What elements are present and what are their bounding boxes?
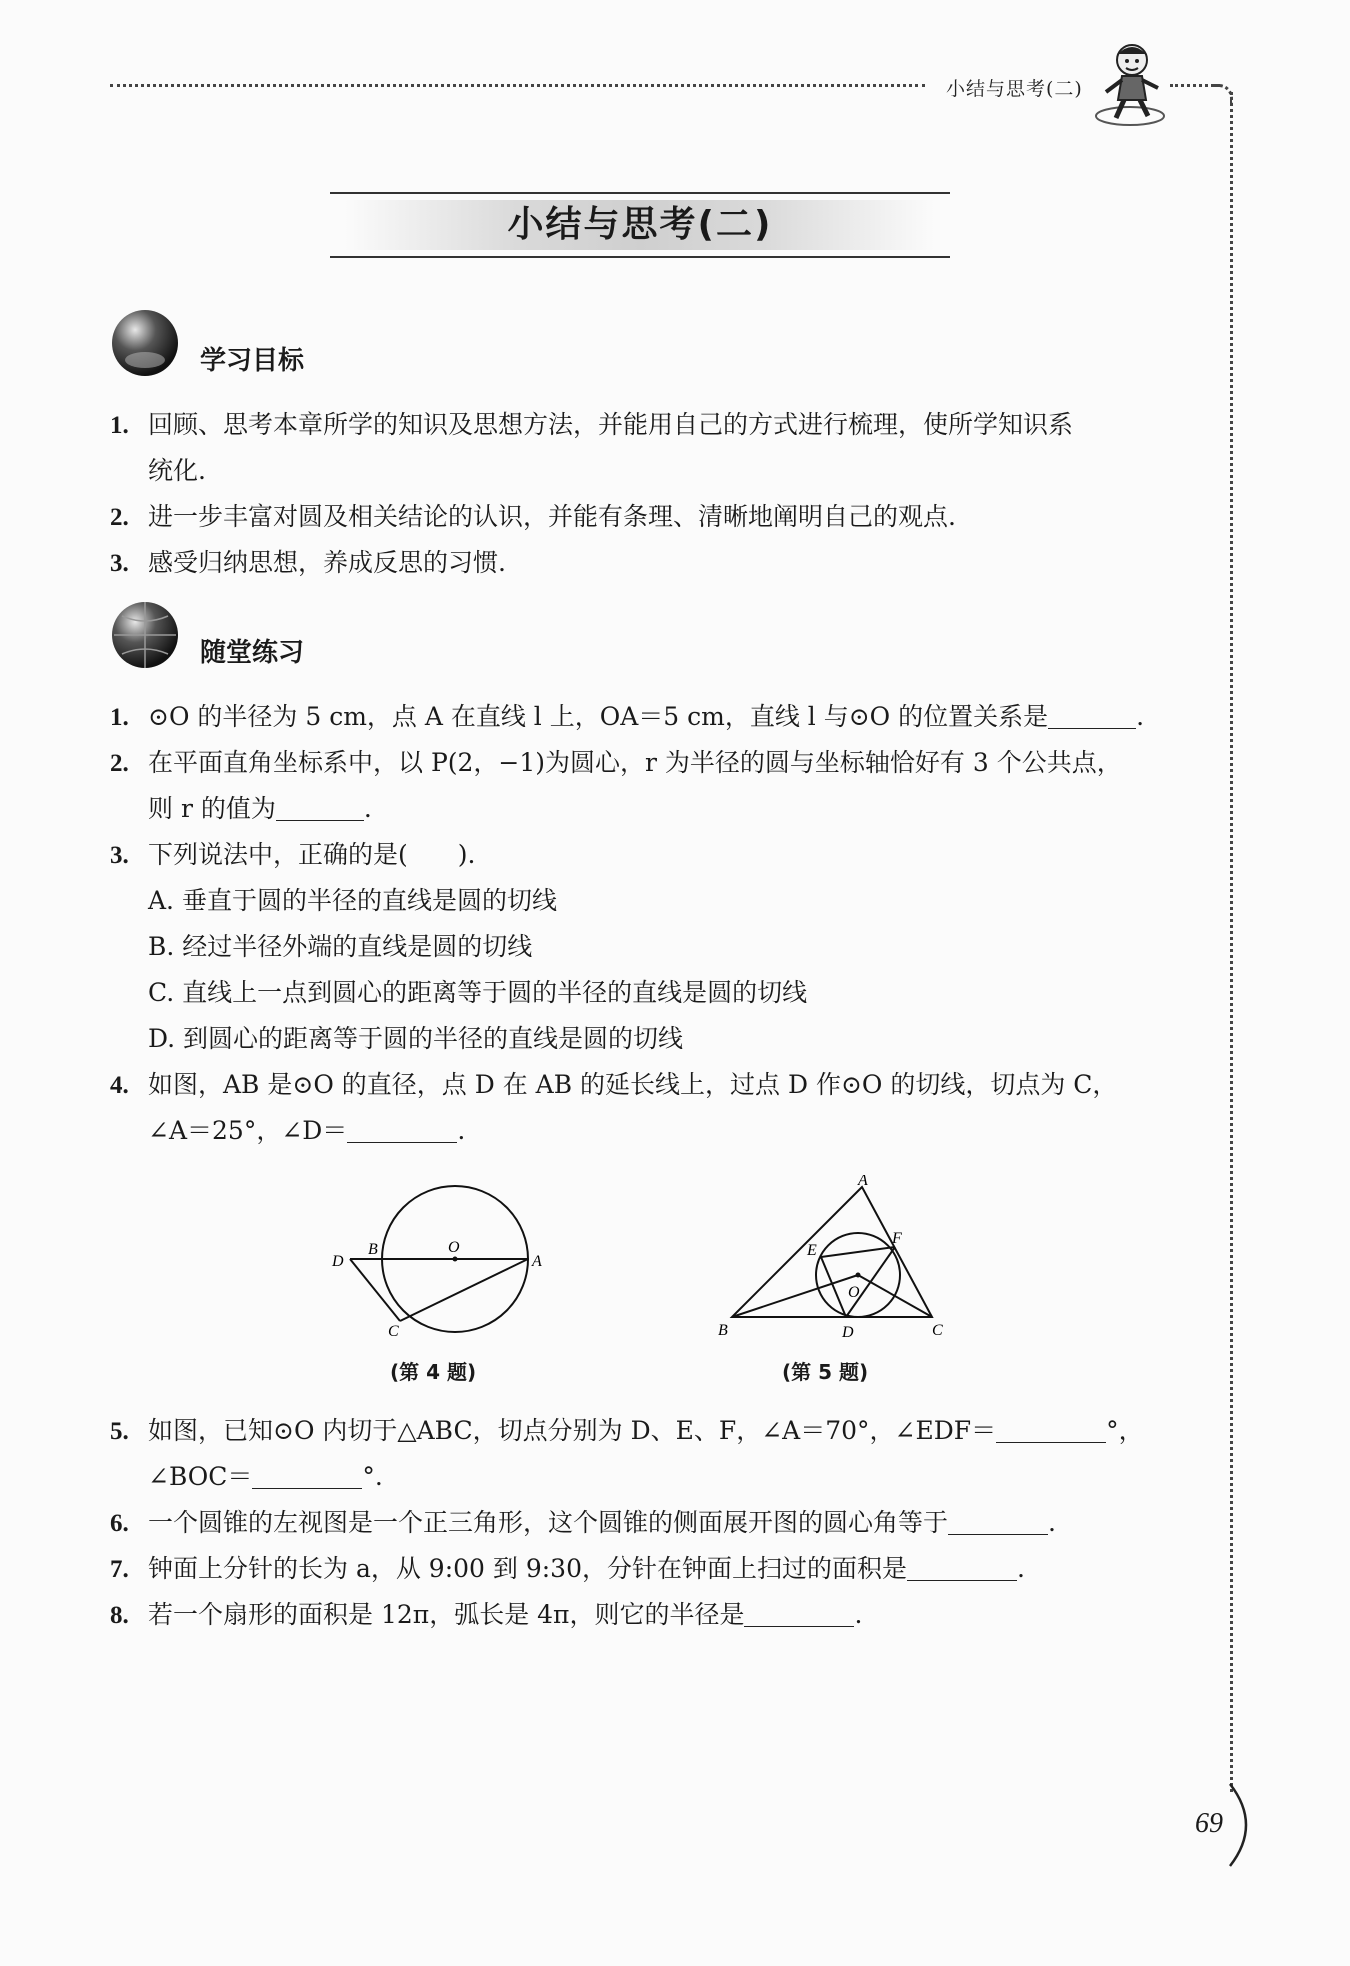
question-3: [110, 832, 475, 879]
answer-blank[interactable]: [907, 1550, 1017, 1581]
question-7: [110, 1546, 1025, 1593]
question-number: 7.: [110, 1556, 129, 1583]
question-5: [110, 1408, 1144, 1455]
goal-item: [110, 494, 956, 541]
item-number: 2.: [110, 504, 129, 531]
goal-item: [110, 402, 1073, 449]
question-text: ∠BOC＝: [148, 1462, 253, 1491]
question-number: 2.: [110, 750, 129, 777]
sphere-icon: [110, 308, 180, 378]
item-text-continued: 统化.: [148, 456, 206, 485]
question-text: ∠A＝25°，∠D＝: [148, 1116, 348, 1145]
page-number-arc: [1226, 1780, 1266, 1870]
answer-blank[interactable]: [1048, 698, 1136, 729]
punctuation: .: [1048, 1508, 1056, 1537]
label-d: D: [842, 1324, 854, 1341]
label-o: O: [848, 1284, 860, 1301]
question-text: 若一个扇形的面积是 12π，弧长是 4π，则它的半径是: [148, 1600, 745, 1629]
punctuation: .: [1016, 1554, 1025, 1583]
question-1: [110, 694, 1144, 741]
answer-blank[interactable]: [276, 790, 364, 821]
label-e: E: [807, 1242, 817, 1259]
page-number: 69: [1195, 1808, 1223, 1839]
header-dotted-rule: [110, 84, 925, 87]
punctuation: °.: [362, 1462, 383, 1491]
label-b: B: [718, 1322, 728, 1339]
running-title: 小结与思考(二): [946, 78, 1083, 100]
item-number: 3.: [110, 550, 129, 577]
label-c: C: [932, 1322, 943, 1339]
label-b: B: [368, 1241, 378, 1258]
question-4-continued: [148, 1108, 465, 1154]
title-rule: [330, 256, 950, 258]
label-o: O: [448, 1239, 460, 1256]
question-text: 在平面直角坐标系中，以 P(2，−1)为圆心，r 为半径的圆与坐标轴恰好有 3 个公共点，: [148, 748, 1122, 777]
right-margin-dotted-rule: [1230, 92, 1233, 1792]
figure-5-caption: (第 5 题): [782, 1360, 869, 1384]
punctuation: .: [854, 1600, 863, 1629]
question-text: 钟面上分针的长为 a，从 9:00 到 9:30，分针在钟面上扫过的面积是: [148, 1554, 907, 1583]
page-title: 小结与思考(二): [507, 204, 773, 245]
mascot-icon: [1092, 38, 1172, 128]
answer-blank[interactable]: [347, 1112, 457, 1143]
answer-blank[interactable]: [252, 1458, 362, 1489]
figure-4-circle-tangent: [320, 1180, 560, 1340]
label-d: D: [332, 1253, 344, 1270]
question-number: 5.: [110, 1418, 129, 1445]
question-number: 8.: [110, 1602, 129, 1629]
punctuation: .: [457, 1116, 466, 1145]
option-b[interactable]: B. 经过半径外端的直线是圆的切线: [148, 932, 533, 961]
label-c: C: [388, 1323, 399, 1340]
item-text: 回顾、思考本章所学的知识及思想方法，并能用自己的方式进行梳理，使所学知识系: [148, 410, 1074, 439]
figure-4-caption: (第 4 题): [390, 1360, 477, 1384]
punctuation: .: [1136, 702, 1145, 731]
question-number: 1.: [110, 704, 129, 731]
question-5-continued: [148, 1454, 383, 1500]
question-4: [110, 1062, 1117, 1109]
globe-icon: [110, 600, 180, 670]
title-rule: [330, 192, 950, 194]
label-f: F: [892, 1230, 902, 1247]
punctuation: .: [363, 794, 372, 823]
item-text: 进一步丰富对圆及相关结论的认识，并能有条理、清晰地阐明自己的观点.: [148, 502, 956, 531]
question-text: 一个圆锥的左视图是一个正三角形，这个圆锥的侧面展开图的圆心角等于: [148, 1508, 949, 1537]
question-2: [110, 740, 1122, 787]
item-number: 1.: [110, 412, 129, 439]
question-number: 3.: [110, 842, 129, 869]
question-number: 4.: [110, 1072, 129, 1099]
header-dotted-rule-right: [1170, 84, 1220, 87]
figure-5-incircle-triangle: [710, 1175, 960, 1350]
answer-blank[interactable]: [996, 1412, 1106, 1443]
question-8: [110, 1592, 862, 1639]
label-a: A: [858, 1175, 868, 1189]
question-text: 如图，AB 是⊙O 的直径，点 D 在 AB 的延长线上，过点 D 作⊙O 的切线，切点为 C，: [148, 1070, 1118, 1099]
item-text: 感受归纳思想，养成反思的习惯.: [148, 548, 506, 577]
question-2-continued: [148, 786, 372, 832]
goal-item: [110, 540, 506, 587]
question-number: 6.: [110, 1510, 129, 1537]
question-text: 则 r 的值为: [148, 794, 276, 823]
option-a[interactable]: A. 垂直于圆的半径的直线是圆的切线: [148, 886, 557, 915]
section-heading-practice: 随堂练习: [200, 638, 305, 668]
section-heading-goals: 学习目标: [200, 346, 305, 376]
answer-blank[interactable]: [744, 1596, 854, 1627]
option-c[interactable]: C. 直线上一点到圆心的距离等于圆的半径的直线是圆的切线: [148, 978, 808, 1007]
label-a: A: [532, 1253, 542, 1270]
question-6: [110, 1500, 1056, 1547]
question-text: 如图，已知⊙O 内切于△ABC，切点分别为 D、E、F，∠A＝70°，∠EDF＝: [148, 1416, 997, 1445]
question-text: ⊙O 的半径为 5 cm，点 A 在直线 l 上，OA＝5 cm，直线 l 与⊙O 的位置关系是: [148, 702, 1049, 731]
answer-blank[interactable]: [948, 1504, 1048, 1535]
punctuation: °，: [1106, 1416, 1144, 1445]
option-d[interactable]: D. 到圆心的距离等于圆的半径的直线是圆的切线: [148, 1024, 684, 1053]
question-text: 下列说法中，正确的是( ).: [148, 840, 476, 869]
